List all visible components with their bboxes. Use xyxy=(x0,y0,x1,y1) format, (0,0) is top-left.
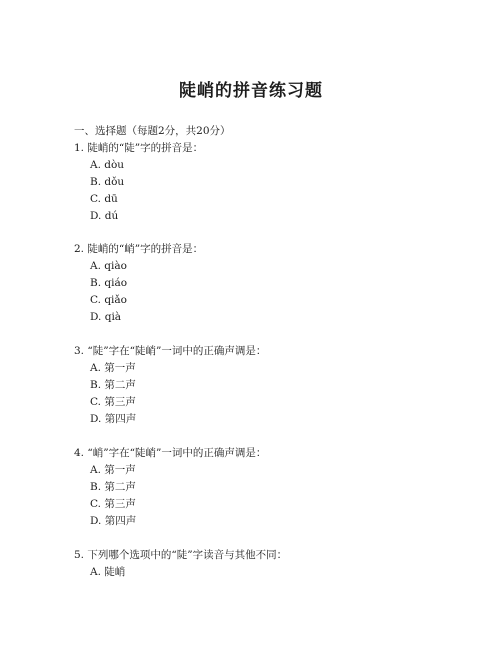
question-2-option-d: D. qià xyxy=(90,311,122,323)
question-2: 2. 陡峭的“峭”字的拼音是： xyxy=(74,243,204,255)
question-3-option-d: D. 第四声 xyxy=(90,413,137,425)
question-1-option-a: A. dòu xyxy=(90,159,125,171)
question-1-option-d: D. dú xyxy=(90,210,119,222)
question-3-option-a: A. 第一声 xyxy=(90,362,136,374)
question-2-option-a: A. qiào xyxy=(90,260,127,272)
page-title: 陡峭的拼音练习题 xyxy=(179,81,323,101)
question-5-option-a: A. 陡峭 xyxy=(90,566,126,578)
question-4-option-a: A. 第一声 xyxy=(90,464,136,476)
question-1-option-c: C. dū xyxy=(90,193,118,205)
question-4-option-c: C. 第三声 xyxy=(90,498,136,510)
question-2-option-b: B. qiáo xyxy=(90,277,128,289)
question-3-option-c: C. 第三声 xyxy=(90,396,136,408)
question-3-option-b: B. 第二声 xyxy=(90,379,136,391)
question-4: 4. “峭”字在“陡峭”一词中的正确声调是： xyxy=(74,447,267,459)
question-4-option-b: B. 第二声 xyxy=(90,481,136,493)
question-2-option-c: C. qiǎo xyxy=(90,294,127,306)
question-4-option-d: D. 第四声 xyxy=(90,515,137,527)
question-5: 5. 下列哪个选项中的“陡”字读音与其他不同： xyxy=(74,549,288,561)
question-1-option-b: B. dǒu xyxy=(90,176,125,188)
section-heading: 一、选择题（每题2分，共20分） xyxy=(74,125,231,137)
question-1: 1. 陡峭的“陡”字的拼音是： xyxy=(74,142,204,154)
question-3: 3. “陡”字在“陡峭”一词中的正确声调是： xyxy=(74,345,267,357)
